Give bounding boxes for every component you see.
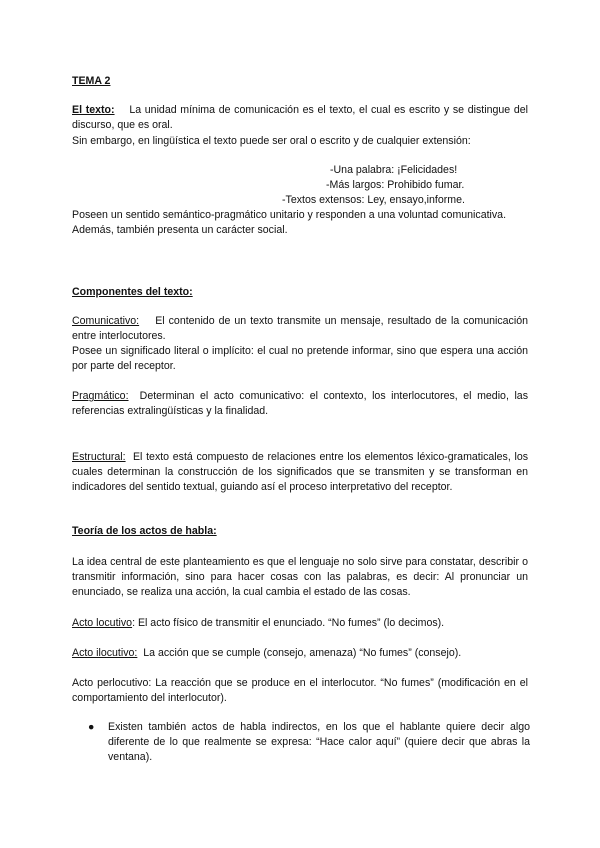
locutivo-label: Acto locutivo: [72, 617, 133, 629]
teoria-intro: La idea central de este planteamiento es que el lenguaje no solo sirve para constatar, describir o transmitir información, sino para hacer cosas con las palabras, es decir: Al pronunciar un enunciado, se realiza una acción, la cual cambia el estado de las cosas.: [72, 556, 528, 598]
texto-paragraph: [72, 103, 528, 133]
texto-line3: Poseen un sentido semántico-pragmático unitario y responden a una voluntad comunicativa.: [72, 209, 507, 221]
bullet-icon: ●: [88, 721, 95, 733]
bullet-list: [86, 720, 530, 765]
bullet-text: Existen también actos de habla indirectos, en los que el hablante quiere decir algo diferente de lo que realmente se expresa: “Hace calor aquí” (quiere decir que abras la ventana).: [108, 721, 530, 763]
list-item: [86, 720, 530, 765]
comunicativo-paragraph: [72, 314, 528, 344]
texto-heading: El texto:: [72, 104, 115, 116]
texto-line4: Además, también presenta un carácter social.: [72, 224, 288, 236]
example-2: -Más largos: Prohibido fumar.: [326, 179, 465, 191]
page-title: TEMA 2: [72, 75, 111, 87]
ilocutivo-paragraph: [72, 646, 528, 661]
estructural-paragraph: [72, 450, 528, 495]
ilocutivo-label: Acto ilocutivo:: [72, 647, 138, 659]
pragmatico-paragraph: [72, 389, 528, 419]
componentes-heading: Componentes del texto:: [72, 286, 193, 298]
perlocutivo-paragraph: Acto perlocutivo: La reacción que se produce en el interlocutor. “No fumes” (modificación en el comportamiento del interlocutor).: [72, 677, 528, 704]
teoria-heading: Teoría de los actos de habla:: [72, 525, 217, 537]
comunicativo-text2: Posee un significado literal o implícito: el cual no pretende informar, sino que espera una acción por parte del receptor.: [72, 345, 528, 372]
pragmatico-text: Determinan el acto comunicativo: el contexto, los interlocutores, el medio, las referencias extralingüísticas y la finalidad.: [72, 390, 528, 417]
estructural-label: Estructural:: [72, 451, 126, 463]
texto-line2: Sin embargo, en lingüística el texto puede ser oral o escrito y de cualquier extensión:: [72, 135, 471, 147]
locutivo-paragraph: [72, 616, 528, 631]
comunicativo-label: Comunicativo:: [72, 315, 140, 327]
comunicativo-text: El contenido de un texto transmite un mensaje, resultado de la comunicación entre interlocutores.: [72, 315, 528, 342]
locutivo-text: : El acto físico de transmitir el enunciado. “No fumes” (lo decimos).: [132, 617, 445, 629]
ilocutivo-text: La acción que se cumple (consejo, amenaza) “No fumes” (consejo).: [143, 647, 462, 659]
estructural-text: El texto está compuesto de relaciones entre los elementos léxico-gramaticales, los cuales determinan la construcción de los significados que se transmiten y se transforman en indicadores del sentido textual, guiando así el proceso interpretativo del receptor.: [72, 451, 529, 493]
example-3: -Textos extensos: Ley, ensayo,informe.: [282, 194, 465, 206]
pragmatico-label: Pragmático:: [72, 390, 129, 402]
example-1: -Una palabra: ¡Felicidades!: [330, 164, 458, 176]
texto-intro: La unidad mínima de comunicación es el texto, el cual es escrito y se distingue del discurso, que es oral.: [72, 104, 528, 131]
